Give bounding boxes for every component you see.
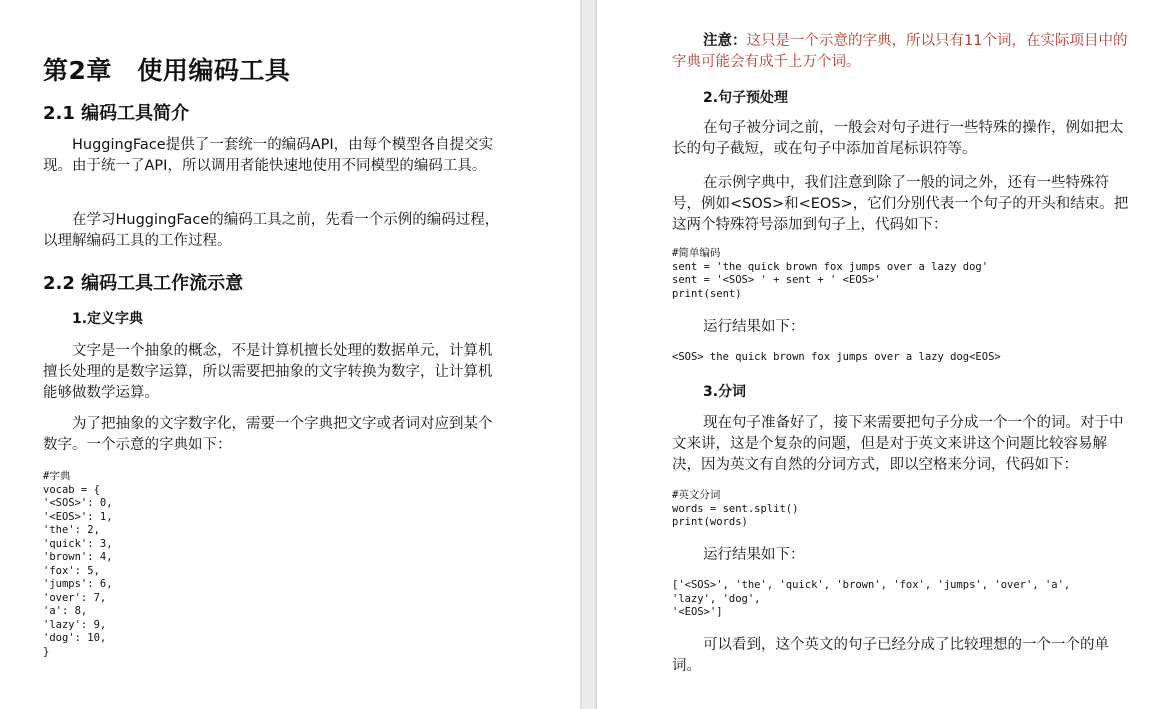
paragraph-intro: HuggingFace提供了一套统一的编码API，由每个模型各自提交实现。由于统一了API，所以调用者能快速地使用不同模型的编码工具。 — [43, 137, 494, 174]
section-heading-2-2: 2.2 编码工具工作流示意 — [43, 273, 244, 294]
right-page — [597, 0, 1174, 709]
section-heading-2-1: 2.1 编码工具简介 — [43, 103, 190, 124]
output-block-sentence: <SOS> the quick brown fox jumps over a lazy dog<EOS> — [672, 351, 1001, 363]
code-block-vocab: #字典 vocab = { '<SOS>': 0, '<EOS>': 1, 'the': 2, 'quick': 3, 'brown': 4, 'fox': 5, 'jumps': 6, 'over': 7, 'a': 8, 'lazy': 9, 'dog': 10, } — [43, 470, 113, 658]
step-heading-define-dictionary: 1.定义字典 — [72, 311, 144, 327]
note-label: 注意： — [703, 33, 747, 49]
paragraph-special-tokens: 在示例字典中，我们注意到除了一般的词之外，还有一些特殊符号，例如<SOS>和<EOS>，它们分别代表一个句子的开头和结束。把这两个特殊符号添加到句子上，代码如下： — [672, 175, 1129, 233]
step-heading-sentence-preprocessing: 2.句子预处理 — [703, 90, 789, 106]
output-block-words: ['<SOS>', 'the', 'quick', 'brown', 'fox', 'jumps', 'over', 'a', 'lazy', 'dog', '<EOS>'] — [672, 579, 1071, 618]
step-heading-tokenize: 3.分词 — [703, 384, 747, 400]
paragraph-tokenize: 现在句子准备好了，接下来需要把句子分成一个一个的词。对于中文来讲，这是个复杂的问题，但是对于英文来讲这个问题比较容易解决，因为英文有自然的分词方式，即以空格来分词，代码如下： — [672, 415, 1124, 473]
paragraph-conclusion: 可以看到，这个英文的句子已经分成了比较理想的一个一个的单词。 — [672, 637, 1109, 674]
page-gutter — [580, 0, 597, 709]
result-label-second: 运行结果如下： — [703, 547, 805, 563]
paragraph-digitize-text: 为了把抽象的文字数字化，需要一个字典把文字或者词对应到某个数字。一个示意的字典如下： — [43, 416, 493, 453]
note-text: 这只是一个示意的字典，所以只有11个词，在实际项目中的字典可能会有成千上万个词。 — [672, 33, 1128, 70]
code-block-split: #英文分词 words = sent.split() print(words) — [672, 489, 799, 528]
left-page — [0, 0, 580, 709]
paragraph-preprocessing: 在句子被分词之前，一般会对句子进行一些特殊的操作，例如把太长的句子截短，或在句子中添加首尾标识符等。 — [672, 120, 1124, 157]
note-paragraph — [672, 31, 1134, 73]
result-label-first: 运行结果如下： — [703, 319, 805, 335]
chapter-title: 第2章 使用编码工具 — [43, 56, 291, 85]
paragraph-abstract-text: 文字是一个抽象的概念，不是计算机擅长处理的数据单元，计算机擅长处理的是数字运算，所以需要把抽象的文字转换为数字，让计算机能够做数学运算。 — [43, 343, 493, 401]
paragraph-before-learning: 在学习HuggingFace的编码工具之前，先看一个示例的编码过程，以理解编码工具的工作过程。 — [43, 212, 500, 249]
code-block-simple-encode: #简单编码 sent = 'the quick brown fox jumps over a lazy dog' sent = '<SOS> ' + sent + ' <EOS>' print(sent) — [672, 247, 989, 300]
